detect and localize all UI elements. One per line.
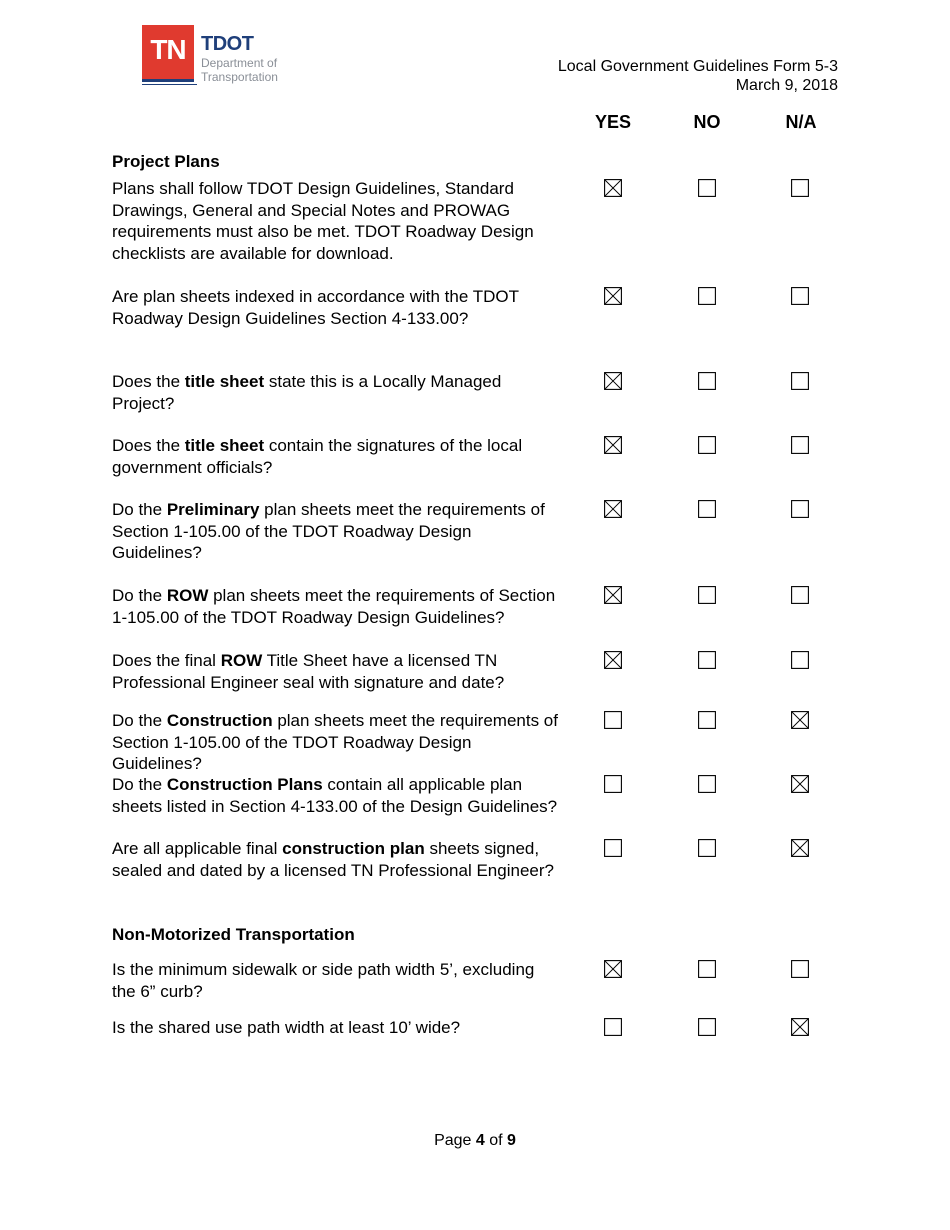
- question-part: plan sheets meet the requirements of Section 1-105.00 of the TDOT Roadway Design Guidelines?: [112, 586, 556, 627]
- checkbox-yes[interactable]: [604, 179, 622, 197]
- checkbox-yes[interactable]: [604, 586, 622, 604]
- checkbox-na[interactable]: [791, 775, 809, 793]
- question-part: contain the signatures of the local government officials?: [112, 436, 523, 477]
- checkbox-yes[interactable]: [604, 651, 622, 669]
- question-part: Do the: [112, 586, 167, 605]
- checkbox-yes[interactable]: [604, 775, 622, 793]
- question-part: plan sheets meet the requirements of Section 1-105.00 of the TDOT Roadway Design Guidelines?: [112, 711, 558, 773]
- checkbox-yes[interactable]: [604, 711, 622, 729]
- checkbox-no[interactable]: [698, 287, 716, 305]
- question-emphasis: ROW: [166, 586, 209, 605]
- checkbox-no[interactable]: [698, 711, 716, 729]
- question-text: [112, 838, 562, 881]
- section-project-plans: Project Plans: [112, 152, 220, 171]
- checkbox-yes[interactable]: [604, 839, 622, 857]
- section-non-motorized: Non-Motorized Transportation: [112, 925, 355, 944]
- checkbox-no[interactable]: [698, 586, 716, 604]
- question-text: [112, 710, 562, 775]
- question-text: [112, 774, 562, 817]
- tn-logo-text: TN: [150, 34, 186, 65]
- question-text: [112, 371, 562, 414]
- question-text: [112, 1017, 562, 1039]
- question-part: Is the shared use path width at least 10’ wide?: [112, 1018, 461, 1037]
- checkbox-no[interactable]: [698, 775, 716, 793]
- question-part: Does the final: [112, 651, 221, 670]
- checkbox-na[interactable]: [791, 586, 809, 604]
- question-part: Does the: [112, 372, 185, 391]
- logo-rule-thin: [142, 84, 197, 85]
- question-emphasis: ROW: [220, 651, 263, 670]
- question-emphasis: Construction: [166, 711, 273, 730]
- checkbox-na[interactable]: [791, 1018, 809, 1036]
- question-emphasis: Construction Plans: [166, 775, 323, 794]
- checkbox-na[interactable]: [791, 839, 809, 857]
- question-part: Are plan sheets indexed in accordance with the TDOT Roadway Design Guidelines Section 4-133.00?: [112, 287, 519, 328]
- question-part: Title Sheet have a licensed TN Professional Engineer seal with signature and date?: [112, 651, 505, 692]
- question-part: Do the: [112, 711, 167, 730]
- checkbox-no[interactable]: [698, 839, 716, 857]
- footer-middle: of: [484, 1132, 508, 1149]
- tdot-logo: [142, 24, 292, 88]
- tdot-name: TDOT: [201, 33, 254, 55]
- checkbox-no[interactable]: [698, 372, 716, 390]
- question-emphasis: construction plan: [282, 839, 425, 858]
- checkbox-no[interactable]: [698, 500, 716, 518]
- question-emphasis: Preliminary: [166, 500, 260, 519]
- question-text: [112, 585, 562, 628]
- question-part: state this is a Locally Managed Project?: [112, 372, 502, 413]
- question-emphasis: title sheet: [184, 436, 265, 455]
- question-text: [112, 959, 562, 1002]
- question-text: [112, 499, 562, 564]
- page-footer: [0, 1132, 950, 1150]
- checkbox-na[interactable]: [791, 179, 809, 197]
- question-part: Plans shall follow TDOT Design Guidelines, Standard Drawings, General and Special Notes and PROWAG requirements must also be met. TDOT Roadway Design checklists are available for download.: [112, 179, 534, 263]
- question-part: Do the: [112, 775, 167, 794]
- checkbox-no[interactable]: [698, 179, 716, 197]
- tdot-sub-line1: Department of: [201, 56, 278, 70]
- question-text: [112, 286, 562, 329]
- question-part: contain all applicable plan sheets listed in Section 4-133.00 of the Design Guidelines?: [112, 775, 558, 816]
- column-yes: YES: [594, 112, 632, 132]
- question-part: Are all applicable final: [112, 839, 283, 858]
- question-part: Is the minimum sidewalk or side path width 5’, excluding the 6” curb?: [112, 960, 535, 1001]
- checkbox-na[interactable]: [791, 960, 809, 978]
- checkbox-na[interactable]: [791, 651, 809, 669]
- tdot-sub-line2: Transportation: [201, 70, 278, 84]
- checkbox-yes[interactable]: [604, 287, 622, 305]
- question-part: Do the: [112, 500, 167, 519]
- question-part: sheets signed, sealed and dated by a licensed TN Professional Engineer?: [112, 839, 554, 880]
- checkbox-yes[interactable]: [604, 960, 622, 978]
- checkbox-yes[interactable]: [604, 436, 622, 454]
- checkbox-na[interactable]: [791, 711, 809, 729]
- checkbox-na[interactable]: [791, 287, 809, 305]
- footer-page: 4: [475, 1132, 485, 1149]
- checkbox-no[interactable]: [698, 436, 716, 454]
- checkbox-yes[interactable]: [604, 500, 622, 518]
- question-text: [112, 650, 562, 693]
- checkbox-na[interactable]: [791, 500, 809, 518]
- column-no: NO: [693, 112, 721, 132]
- checkbox-na[interactable]: [791, 436, 809, 454]
- form-date: March 9, 2018: [735, 77, 838, 94]
- logo-rule: [142, 79, 194, 82]
- checkbox-no[interactable]: [698, 960, 716, 978]
- checkbox-no[interactable]: [698, 1018, 716, 1036]
- checkbox-yes[interactable]: [604, 1018, 622, 1036]
- question-text: [112, 178, 562, 264]
- checkbox-yes[interactable]: [604, 372, 622, 390]
- question-part: Does the: [112, 436, 185, 455]
- checkbox-no[interactable]: [698, 651, 716, 669]
- form-title: Local Government Guidelines Form 5-3: [557, 58, 838, 75]
- question-text: [112, 435, 562, 478]
- question-emphasis: title sheet: [184, 372, 265, 391]
- footer-total: 9: [507, 1132, 516, 1149]
- column-na: N/A: [785, 112, 817, 132]
- question-part: plan sheets meet the requirements of Section 1-105.00 of the TDOT Roadway Design Guidelines?: [112, 500, 545, 562]
- checkbox-na[interactable]: [791, 372, 809, 390]
- footer-prefix: Page: [434, 1132, 476, 1149]
